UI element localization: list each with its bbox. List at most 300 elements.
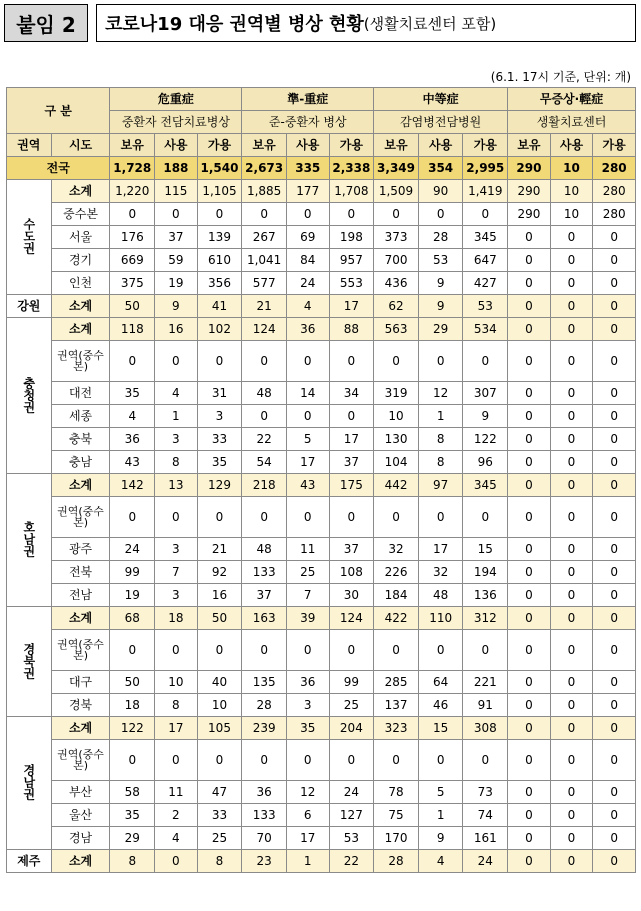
- table-cell: 15: [418, 717, 463, 740]
- table-cell: 7: [286, 584, 329, 607]
- table-cell: 0: [508, 295, 551, 318]
- table-cell: 0: [374, 341, 419, 382]
- table-cell: 0: [593, 318, 636, 341]
- category-subheader: 생활치료센터: [508, 111, 636, 134]
- table-cell: 0: [197, 203, 242, 226]
- table-cell: 22: [242, 428, 287, 451]
- table-cell: 37: [329, 451, 374, 474]
- table-cell: 0: [463, 630, 508, 671]
- table-cell: 669: [110, 249, 155, 272]
- table-cell: 0: [155, 497, 198, 538]
- table-cell: 29: [110, 827, 155, 850]
- table-cell: 0: [242, 740, 287, 781]
- header-row-1: [7, 88, 636, 111]
- table-cell: 0: [550, 295, 593, 318]
- table-cell: 37: [329, 538, 374, 561]
- table-cell: 37: [155, 226, 198, 249]
- table-row: [7, 382, 636, 405]
- table-cell: 78: [374, 781, 419, 804]
- table-cell: 24: [463, 850, 508, 873]
- table-cell: 0: [374, 203, 419, 226]
- metric-header: 보유: [508, 134, 551, 157]
- region-label: [7, 717, 52, 850]
- table-cell: 436: [374, 272, 419, 295]
- table-cell: 0: [110, 740, 155, 781]
- city-label: 울산: [51, 804, 110, 827]
- metric-header: 사용: [155, 134, 198, 157]
- table-cell: 0: [593, 295, 636, 318]
- table-cell: 0: [418, 740, 463, 781]
- table-cell: 5: [418, 781, 463, 804]
- city-label: 권역(중수본): [51, 341, 110, 382]
- metric-header: 사용: [418, 134, 463, 157]
- table-row: [7, 694, 636, 717]
- table-cell: 99: [110, 561, 155, 584]
- table-cell: 2,995: [463, 157, 508, 180]
- table-cell: 0: [508, 607, 551, 630]
- table-cell: 0: [508, 804, 551, 827]
- table-cell: 534: [463, 318, 508, 341]
- table-row: [7, 428, 636, 451]
- table-cell: 0: [550, 607, 593, 630]
- table-cell: 73: [463, 781, 508, 804]
- table-cell: 22: [329, 850, 374, 873]
- table-cell: 0: [550, 561, 593, 584]
- table-cell: 312: [463, 607, 508, 630]
- table-cell: 0: [463, 203, 508, 226]
- table-cell: 10: [550, 180, 593, 203]
- table-cell: 36: [286, 671, 329, 694]
- table-row: [7, 804, 636, 827]
- table-cell: 700: [374, 249, 419, 272]
- table-cell: 0: [155, 203, 198, 226]
- table-cell: 64: [418, 671, 463, 694]
- table-cell: 124: [329, 607, 374, 630]
- table-cell: 422: [374, 607, 419, 630]
- metric-header: 가용: [329, 134, 374, 157]
- table-cell: 0: [593, 694, 636, 717]
- table-cell: 17: [329, 295, 374, 318]
- table-cell: 129: [197, 474, 242, 497]
- metric-header: 사용: [286, 134, 329, 157]
- table-cell: 0: [110, 497, 155, 538]
- page-title: 코로나19 대응 권역별 병상 현황: [105, 14, 364, 35]
- table-cell: 122: [463, 428, 508, 451]
- city-label: 인천: [51, 272, 110, 295]
- table-cell: 48: [418, 584, 463, 607]
- table-cell: 0: [508, 717, 551, 740]
- table-cell: 29: [418, 318, 463, 341]
- title-row: [4, 4, 636, 44]
- subtotal-row: [7, 717, 636, 740]
- table-cell: 0: [508, 405, 551, 428]
- table-cell: 1,041: [242, 249, 287, 272]
- table-cell: 1,419: [463, 180, 508, 203]
- table-cell: 133: [242, 561, 287, 584]
- table-cell: 0: [463, 497, 508, 538]
- table-cell: 108: [329, 561, 374, 584]
- table-body: [7, 88, 636, 873]
- table-cell: 9: [418, 295, 463, 318]
- table-cell: 0: [508, 538, 551, 561]
- table-cell: 23: [242, 850, 287, 873]
- table-cell: 610: [197, 249, 242, 272]
- region-name: 강원: [17, 299, 41, 313]
- table-cell: 4: [155, 382, 198, 405]
- region-name: 호남권: [21, 521, 36, 557]
- table-cell: 24: [329, 781, 374, 804]
- table-cell: 10: [374, 405, 419, 428]
- table-cell: 46: [418, 694, 463, 717]
- table-row: [7, 630, 636, 671]
- table-cell: 280: [593, 157, 636, 180]
- table-cell: 0: [329, 630, 374, 671]
- total-row: [7, 157, 636, 180]
- attachment-tag: 붙임 2: [4, 4, 88, 42]
- table-cell: 34: [329, 382, 374, 405]
- table-cell: 280: [593, 203, 636, 226]
- table-cell: 68: [110, 607, 155, 630]
- table-cell: 0: [550, 226, 593, 249]
- region-col-header: 권역: [7, 134, 52, 157]
- table-cell: 8: [155, 451, 198, 474]
- table-cell: 1: [286, 850, 329, 873]
- table-cell: 1,540: [197, 157, 242, 180]
- table-cell: 290: [508, 180, 551, 203]
- table-cell: 21: [242, 295, 287, 318]
- city-label: 경남: [51, 827, 110, 850]
- table-cell: 43: [286, 474, 329, 497]
- table-cell: 0: [508, 226, 551, 249]
- table-cell: 75: [374, 804, 419, 827]
- table-cell: 50: [110, 295, 155, 318]
- table-cell: 0: [550, 827, 593, 850]
- table-row: [7, 827, 636, 850]
- table-cell: 50: [197, 607, 242, 630]
- table-cell: 0: [550, 804, 593, 827]
- table-cell: 36: [242, 781, 287, 804]
- table-cell: 8: [155, 694, 198, 717]
- table-cell: 0: [110, 341, 155, 382]
- region-label: [7, 295, 52, 318]
- table-cell: 53: [418, 249, 463, 272]
- table-cell: 0: [550, 671, 593, 694]
- table-cell: 1: [418, 405, 463, 428]
- table-cell: 345: [463, 226, 508, 249]
- table-cell: 3: [286, 694, 329, 717]
- table-cell: 37: [242, 584, 287, 607]
- table-cell: 177: [286, 180, 329, 203]
- table-cell: 36: [286, 318, 329, 341]
- table-cell: 0: [593, 584, 636, 607]
- table-cell: 0: [197, 740, 242, 781]
- table-cell: 102: [197, 318, 242, 341]
- table-cell: 427: [463, 272, 508, 295]
- table-cell: 118: [110, 318, 155, 341]
- city-label: 소계: [51, 295, 110, 318]
- city-label: 경기: [51, 249, 110, 272]
- table-cell: 0: [197, 341, 242, 382]
- table-cell: 290: [508, 157, 551, 180]
- table-cell: 0: [550, 850, 593, 873]
- table-cell: 0: [593, 341, 636, 382]
- table-cell: 0: [593, 405, 636, 428]
- table-cell: 50: [110, 671, 155, 694]
- table-cell: 137: [374, 694, 419, 717]
- table-cell: 3: [197, 405, 242, 428]
- table-cell: 1,708: [329, 180, 374, 203]
- table-cell: 226: [374, 561, 419, 584]
- table-cell: 13: [155, 474, 198, 497]
- table-cell: 0: [593, 740, 636, 781]
- table-cell: 0: [550, 474, 593, 497]
- table-row: [7, 226, 636, 249]
- table-cell: 0: [593, 630, 636, 671]
- table-cell: 0: [550, 318, 593, 341]
- table-cell: 0: [286, 341, 329, 382]
- table-cell: 35: [197, 451, 242, 474]
- table-cell: 0: [329, 497, 374, 538]
- table-cell: 0: [418, 203, 463, 226]
- category-subheader: 감염병전담병원: [374, 111, 508, 134]
- table-cell: 104: [374, 451, 419, 474]
- table-cell: 0: [286, 203, 329, 226]
- subtotal-row: [7, 180, 636, 203]
- region-name: 수도권: [21, 218, 36, 254]
- table-row: [7, 451, 636, 474]
- table-cell: 290: [508, 203, 551, 226]
- table-cell: 0: [550, 405, 593, 428]
- table-cell: 0: [110, 630, 155, 671]
- table-cell: 99: [329, 671, 374, 694]
- table-cell: 0: [550, 538, 593, 561]
- table-cell: 0: [508, 497, 551, 538]
- table-cell: 90: [418, 180, 463, 203]
- table-cell: 184: [374, 584, 419, 607]
- table-cell: 375: [110, 272, 155, 295]
- table-cell: 3,349: [374, 157, 419, 180]
- table-cell: 35: [286, 717, 329, 740]
- table-cell: 0: [550, 341, 593, 382]
- table-cell: 2,673: [242, 157, 287, 180]
- metric-header: 가용: [593, 134, 636, 157]
- city-label: 전북: [51, 561, 110, 584]
- table-cell: 0: [550, 694, 593, 717]
- table-cell: 176: [110, 226, 155, 249]
- table-cell: 163: [242, 607, 287, 630]
- table-cell: 0: [593, 451, 636, 474]
- table-cell: 1,105: [197, 180, 242, 203]
- table-cell: 0: [508, 671, 551, 694]
- metric-header: 보유: [242, 134, 287, 157]
- table-cell: 0: [286, 630, 329, 671]
- table-cell: 4: [286, 295, 329, 318]
- metric-header: 보유: [110, 134, 155, 157]
- table-cell: 239: [242, 717, 287, 740]
- table-cell: 96: [463, 451, 508, 474]
- city-label: 세종: [51, 405, 110, 428]
- table-row: [7, 272, 636, 295]
- city-label: 부산: [51, 781, 110, 804]
- city-label: 중수본: [51, 203, 110, 226]
- table-cell: 8: [418, 428, 463, 451]
- table-row: [7, 781, 636, 804]
- subtotal-row: [7, 850, 636, 873]
- table-cell: 33: [197, 804, 242, 827]
- table-cell: 335: [286, 157, 329, 180]
- region-label: [7, 850, 52, 873]
- table-cell: 0: [329, 341, 374, 382]
- subtotal-row: [7, 295, 636, 318]
- table-cell: 0: [550, 630, 593, 671]
- table-cell: 307: [463, 382, 508, 405]
- table-cell: 0: [593, 428, 636, 451]
- metric-header: 가용: [197, 134, 242, 157]
- table-cell: 1,509: [374, 180, 419, 203]
- city-label: 전남: [51, 584, 110, 607]
- table-cell: 124: [242, 318, 287, 341]
- table-row: [7, 538, 636, 561]
- table-cell: 19: [155, 272, 198, 295]
- table-cell: 110: [418, 607, 463, 630]
- city-label: 소계: [51, 474, 110, 497]
- city-col-header: 시도: [51, 134, 110, 157]
- table-cell: 14: [286, 382, 329, 405]
- table-cell: 28: [418, 226, 463, 249]
- table-cell: 0: [508, 850, 551, 873]
- table-cell: 0: [593, 561, 636, 584]
- table-cell: 8: [110, 850, 155, 873]
- table-cell: 91: [463, 694, 508, 717]
- table-cell: 0: [550, 451, 593, 474]
- group-header: 구 분: [7, 88, 110, 134]
- category-header: 準-重症: [242, 88, 374, 111]
- table-cell: 0: [593, 827, 636, 850]
- table-cell: 0: [242, 203, 287, 226]
- table-cell: 0: [463, 740, 508, 781]
- table-cell: 5: [286, 428, 329, 451]
- table-cell: 133: [242, 804, 287, 827]
- table-cell: 18: [110, 694, 155, 717]
- table-cell: 4: [155, 827, 198, 850]
- table-cell: 36: [110, 428, 155, 451]
- page-subtitle: (생활치료센터 포함): [363, 14, 497, 33]
- category-subheader: 중환자 전담치료병상: [110, 111, 242, 134]
- table-cell: 0: [374, 497, 419, 538]
- city-label: 권역(중수본): [51, 630, 110, 671]
- table-cell: 0: [550, 249, 593, 272]
- table-cell: 0: [286, 405, 329, 428]
- table-cell: 2: [155, 804, 198, 827]
- table-cell: 0: [508, 249, 551, 272]
- table-cell: 0: [242, 341, 287, 382]
- region-label: [7, 474, 52, 607]
- title-box: [96, 4, 636, 42]
- table-cell: 0: [593, 249, 636, 272]
- table-cell: 0: [550, 740, 593, 781]
- table-cell: 280: [593, 180, 636, 203]
- city-label: 소계: [51, 607, 110, 630]
- table-cell: 8: [197, 850, 242, 873]
- table-cell: 18: [155, 607, 198, 630]
- table-cell: 1,728: [110, 157, 155, 180]
- region-label: [7, 180, 52, 295]
- table-cell: 204: [329, 717, 374, 740]
- table-cell: 88: [329, 318, 374, 341]
- table-cell: 115: [155, 180, 198, 203]
- table-cell: 15: [463, 538, 508, 561]
- table-cell: 0: [593, 607, 636, 630]
- table-cell: 0: [550, 781, 593, 804]
- city-label: 충북: [51, 428, 110, 451]
- city-label: 서울: [51, 226, 110, 249]
- table-cell: 136: [463, 584, 508, 607]
- table-cell: 30: [329, 584, 374, 607]
- table-cell: 957: [329, 249, 374, 272]
- table-cell: 1,220: [110, 180, 155, 203]
- table-cell: 0: [418, 630, 463, 671]
- table-cell: 11: [155, 781, 198, 804]
- table-cell: 58: [110, 781, 155, 804]
- table-cell: 84: [286, 249, 329, 272]
- table-row: [7, 405, 636, 428]
- unit-note: (6.1. 17시 기준, 단위: 개): [490, 70, 631, 84]
- table-cell: 0: [508, 694, 551, 717]
- table-cell: 221: [463, 671, 508, 694]
- table-cell: 53: [329, 827, 374, 850]
- table-cell: 97: [418, 474, 463, 497]
- table-cell: 0: [550, 717, 593, 740]
- table-row: [7, 249, 636, 272]
- table-cell: 127: [329, 804, 374, 827]
- table-cell: 194: [463, 561, 508, 584]
- table-cell: 0: [593, 717, 636, 740]
- table-cell: 17: [286, 451, 329, 474]
- city-label: 권역(중수본): [51, 740, 110, 781]
- table-cell: 3: [155, 428, 198, 451]
- table-cell: 647: [463, 249, 508, 272]
- table-cell: 24: [110, 538, 155, 561]
- table-cell: 1: [155, 405, 198, 428]
- table-cell: 0: [155, 740, 198, 781]
- region-name: 제주: [17, 854, 41, 868]
- table-cell: 285: [374, 671, 419, 694]
- table-cell: 135: [242, 671, 287, 694]
- table-cell: 356: [197, 272, 242, 295]
- table-cell: 9: [155, 295, 198, 318]
- table-cell: 0: [155, 850, 198, 873]
- table-cell: 16: [197, 584, 242, 607]
- table-cell: 0: [329, 740, 374, 781]
- header-row-3: [7, 134, 636, 157]
- table-cell: 3: [155, 584, 198, 607]
- table-cell: 170: [374, 827, 419, 850]
- table-cell: 122: [110, 717, 155, 740]
- table-cell: 0: [508, 630, 551, 671]
- city-label: 소계: [51, 180, 110, 203]
- table-cell: 267: [242, 226, 287, 249]
- bed-status-table: [6, 87, 636, 873]
- table-cell: 218: [242, 474, 287, 497]
- table-cell: 39: [286, 607, 329, 630]
- table-cell: 0: [508, 781, 551, 804]
- region-name: 경북권: [21, 642, 36, 679]
- table-row: [7, 341, 636, 382]
- table-cell: 21: [197, 538, 242, 561]
- table-cell: 553: [329, 272, 374, 295]
- table-cell: 0: [463, 341, 508, 382]
- table-cell: 35: [110, 382, 155, 405]
